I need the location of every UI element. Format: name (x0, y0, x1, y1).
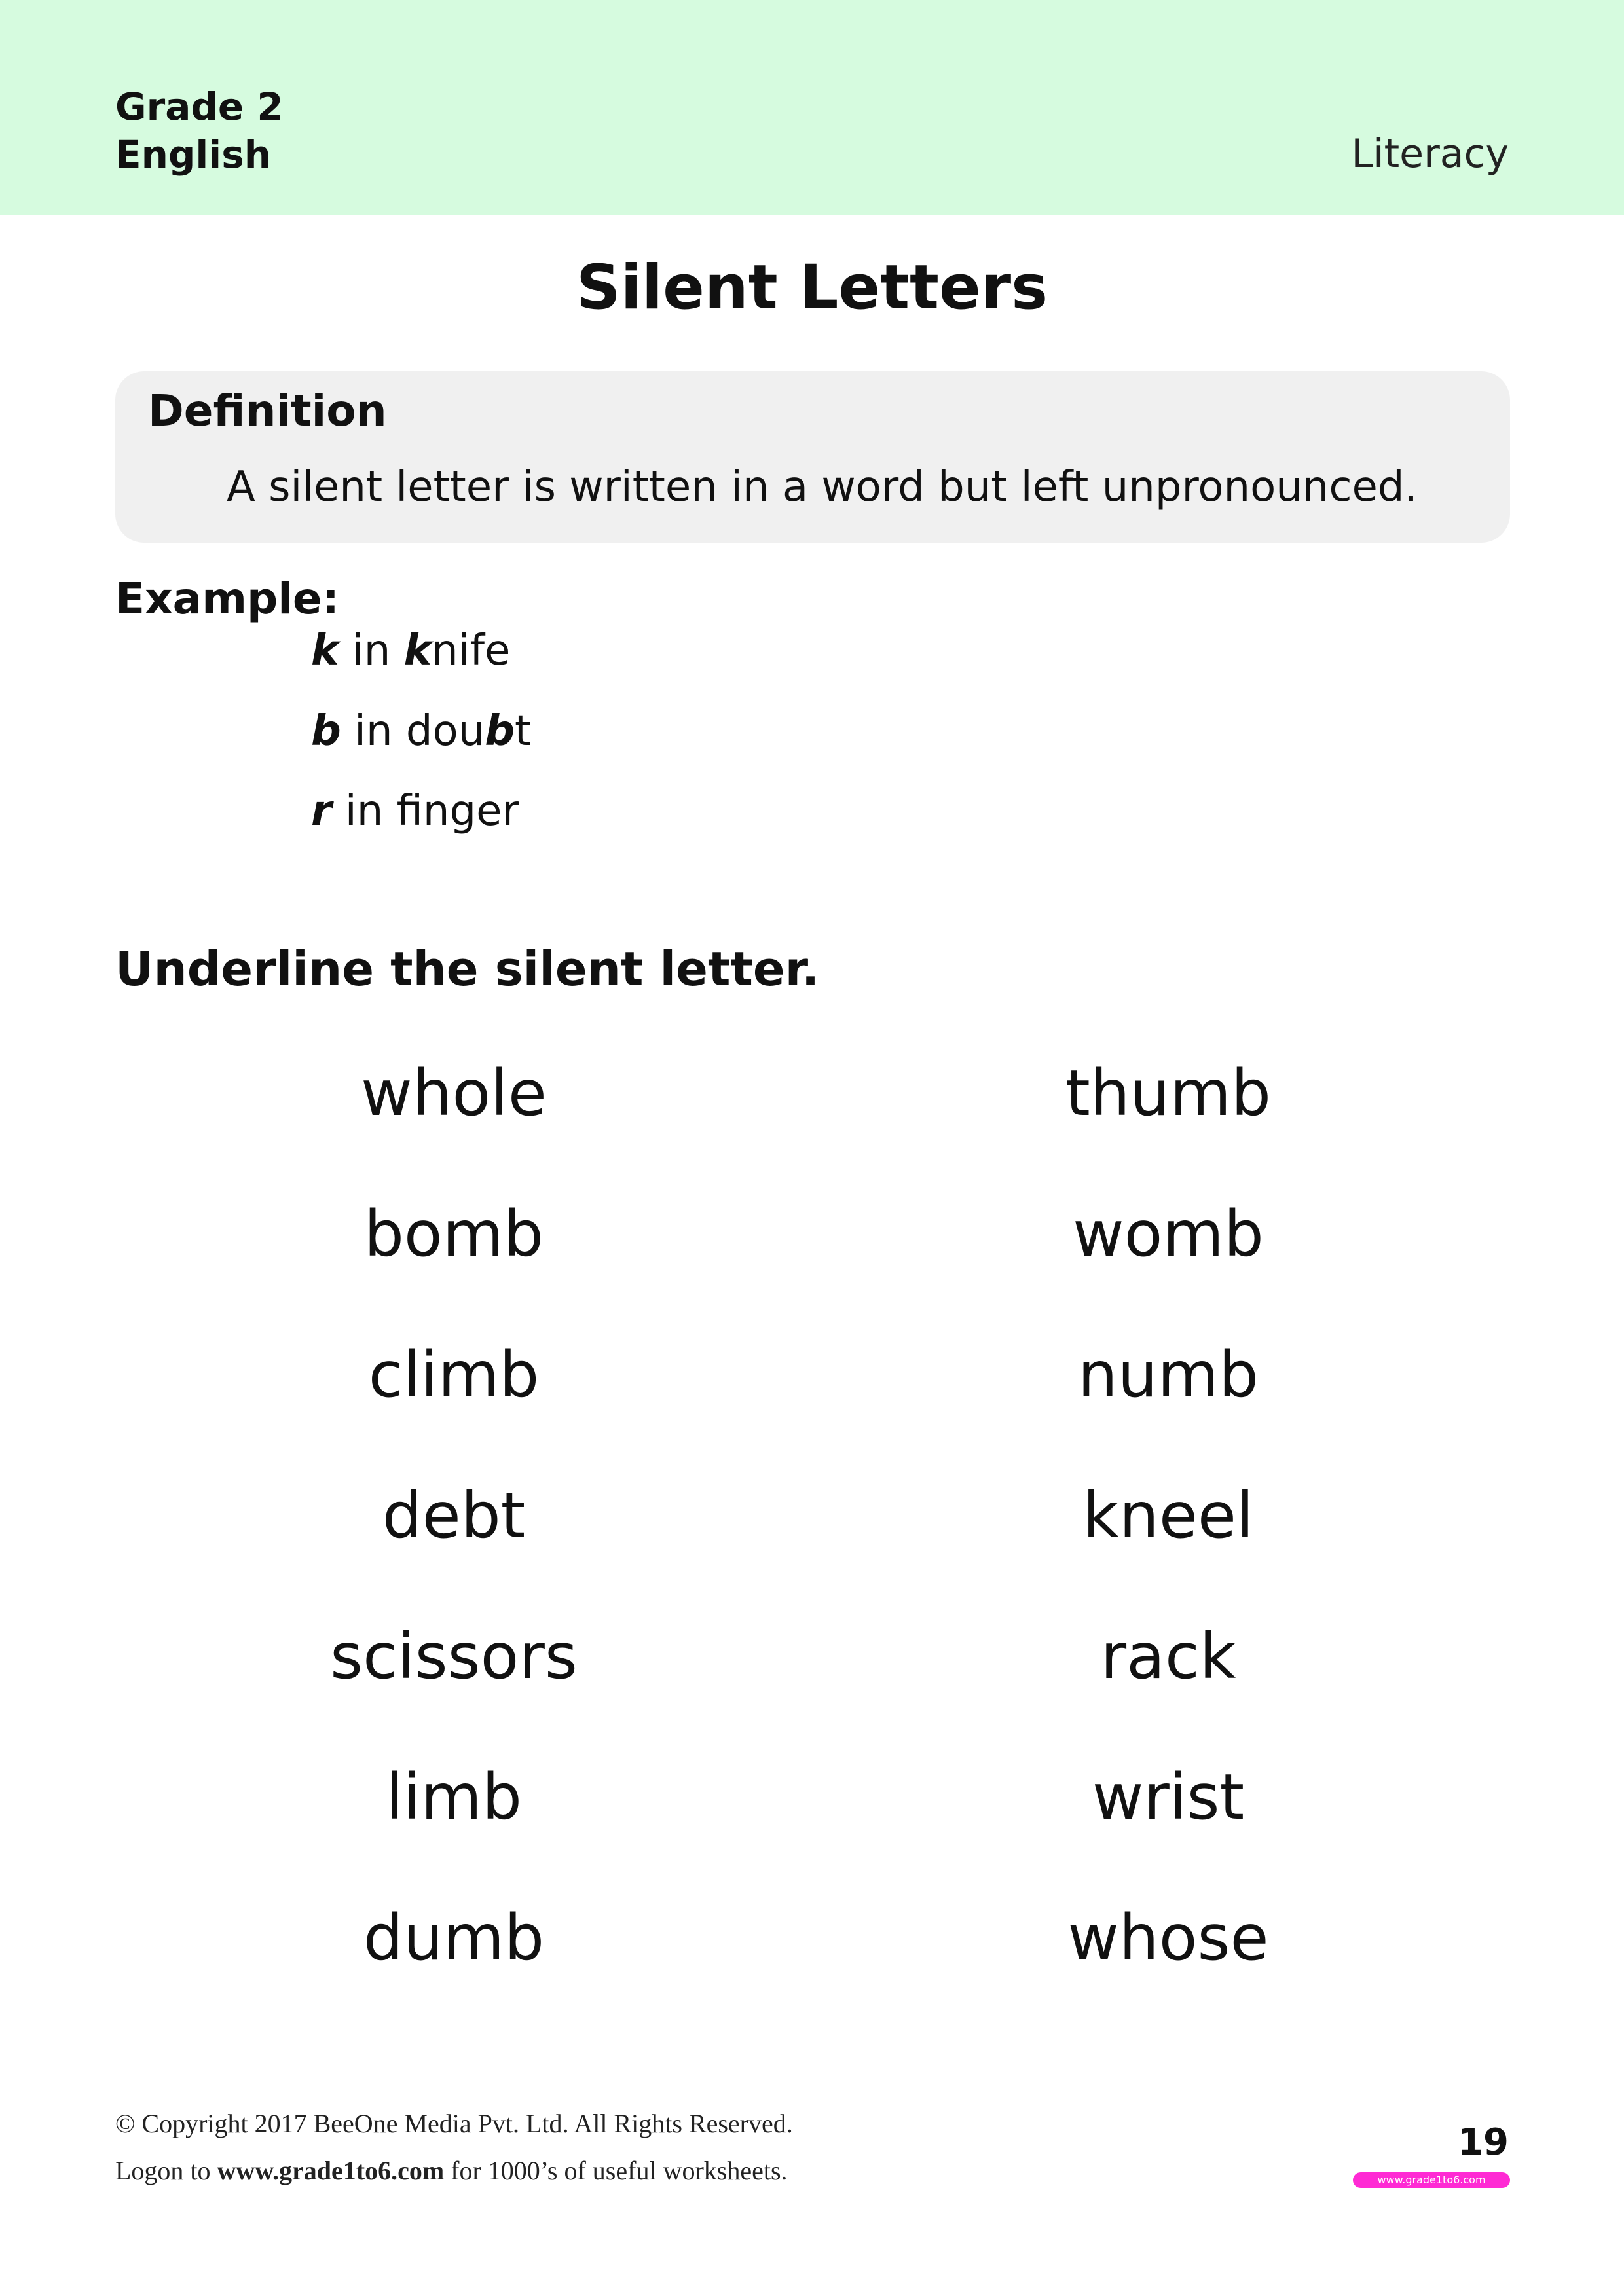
word-item: debt (382, 1479, 526, 1552)
example-silent-letter: k (403, 627, 432, 675)
example-connector: in (339, 627, 404, 675)
instruction: Underline the silent letter. (115, 941, 820, 996)
word-item: whole (361, 1057, 547, 1130)
site-link[interactable]: www.grade1to6.com (217, 2156, 445, 2185)
word-item: thumb (1065, 1057, 1271, 1130)
example-connector: in (331, 787, 397, 835)
copyright-notice: © Copyright 2017 BeeOne Media Pvt. Ltd. All Rights Reserved. (115, 2109, 793, 2138)
word-item: rack (1100, 1620, 1236, 1693)
definition-box (115, 371, 1510, 543)
example-letter: k (311, 627, 339, 675)
example-silent-letter: b (485, 707, 515, 756)
word-item: dumb (363, 1901, 545, 1975)
word-item: limb (386, 1760, 522, 1834)
grade-label: Grade 2 (115, 84, 284, 129)
example-word-prefix: dou (405, 707, 485, 756)
example-connector: in (341, 707, 406, 756)
page-title: Silent Letters (576, 252, 1048, 323)
example-word-rest: nife (432, 627, 511, 675)
word-item: kneel (1082, 1479, 1254, 1552)
example-letter: r (311, 787, 332, 835)
example-word-suffix: t (515, 707, 532, 756)
definition-heading: Definition (148, 386, 387, 436)
logon-prefix: Logon to (115, 2156, 217, 2185)
example-heading: Example: (115, 574, 339, 624)
site-tag: www.grade1to6.com (1353, 2172, 1510, 2188)
example-item (311, 784, 519, 839)
example-item (311, 623, 510, 678)
logon-suffix: for 1000’s of useful worksheets. (444, 2156, 788, 2185)
word-item: whose (1067, 1901, 1269, 1975)
page-number: 19 (1458, 2121, 1509, 2164)
word-item: scissors (330, 1620, 578, 1693)
example-word: finger (396, 787, 519, 835)
example-item (311, 704, 531, 759)
word-item: wrist (1092, 1760, 1245, 1834)
subject-label: English (115, 132, 272, 177)
word-item: bomb (363, 1197, 544, 1271)
definition-text: A silent letter is written in a word but left unpronounced. (227, 463, 1418, 511)
word-item: womb (1073, 1197, 1264, 1271)
word-item: numb (1077, 1338, 1259, 1412)
example-letter: b (311, 707, 341, 756)
word-item: climb (368, 1338, 540, 1412)
category-label: Literacy (1351, 131, 1509, 177)
logon-line (115, 2154, 788, 2188)
